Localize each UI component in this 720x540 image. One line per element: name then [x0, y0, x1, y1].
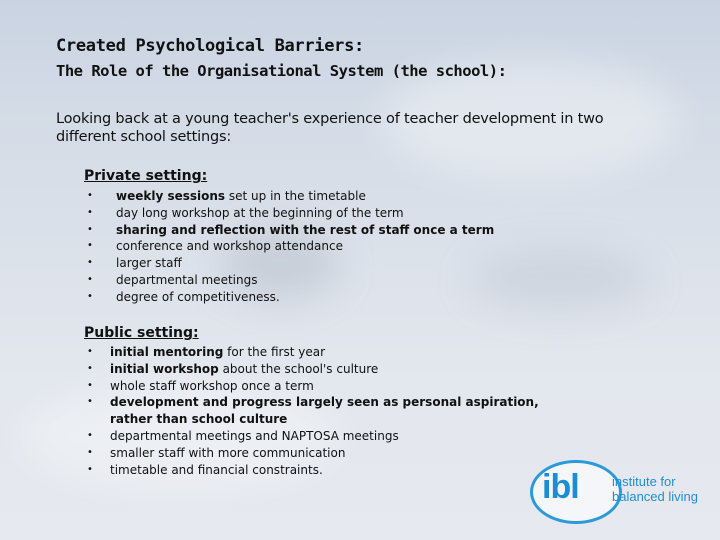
- list-item-bold: development and progress largely seen as personal aspiration, rather than school culture: [110, 395, 539, 427]
- bullet-icon: •: [87, 463, 93, 475]
- bullet-icon: •: [87, 257, 93, 269]
- list-item: [84, 205, 494, 222]
- logo-line-1: institute for: [612, 474, 676, 489]
- list-item-text: set up in the timetable: [225, 189, 366, 203]
- logo-mark: ibl: [542, 468, 579, 506]
- bullet-icon: •: [87, 190, 93, 201]
- list-item-text: smaller staff with more communication: [110, 445, 346, 460]
- logo-text: [612, 474, 698, 504]
- list-item-text: timetable and financial constraints.: [110, 462, 323, 477]
- bullet-icon: •: [87, 429, 93, 441]
- list-item-text: conference and workshop attendance: [116, 239, 343, 254]
- slide-subtitle: The Role of the Organisational System (the school):: [56, 62, 507, 80]
- bullet-icon: •: [87, 362, 93, 374]
- background-haze: [470, 250, 650, 310]
- list-item-bold: initial workshop: [110, 361, 219, 376]
- list-item-text: day long workshop at the beginning of the term: [116, 205, 404, 220]
- public-setting-heading: Public setting:: [84, 325, 199, 341]
- list-item-text: degree of competitiveness.: [116, 289, 280, 304]
- list-item: [84, 445, 554, 462]
- list-item-text: for the first year: [223, 345, 326, 359]
- bullet-icon: •: [87, 290, 93, 302]
- list-item: [84, 255, 494, 272]
- bullet-icon: •: [87, 240, 93, 252]
- list-item: [84, 272, 494, 289]
- list-item: [84, 378, 554, 395]
- list-item-text: whole staff workshop once a term: [110, 378, 314, 393]
- slide-title: Created Psychological Barriers:: [56, 36, 364, 56]
- private-setting-list: [84, 188, 494, 306]
- list-item-text: departmental meetings: [116, 272, 258, 287]
- bullet-icon: •: [87, 346, 93, 357]
- list-item-bold: initial mentoring: [110, 345, 224, 359]
- logo-line-2: balanced living: [612, 489, 699, 504]
- private-setting-heading: Private setting:: [84, 168, 208, 184]
- ibl-logo: [530, 458, 710, 528]
- intro-paragraph: Looking back at a young teacher's experience of teacher development in two different school settings:: [56, 111, 604, 145]
- bullet-icon: •: [87, 206, 93, 218]
- list-item: [84, 188, 494, 205]
- list-item: [84, 289, 494, 306]
- list-item: [84, 394, 554, 428]
- list-item: [84, 428, 554, 445]
- list-item-text: departmental meetings and NAPTOSA meetings: [110, 428, 399, 443]
- list-item: [84, 238, 494, 255]
- bullet-icon: •: [87, 223, 93, 235]
- list-item-text: larger staff: [116, 256, 182, 271]
- list-item: [84, 462, 554, 479]
- public-setting-list: [84, 344, 554, 478]
- list-item-bold: weekly sessions: [116, 189, 226, 203]
- list-item-bold: sharing and reflection with the rest of staff once a term: [116, 222, 495, 237]
- bullet-icon: •: [87, 396, 93, 408]
- bullet-icon: •: [87, 273, 93, 285]
- list-item: [84, 361, 554, 378]
- bullet-icon: •: [87, 379, 93, 391]
- bullet-icon: •: [87, 446, 93, 458]
- list-item: [84, 344, 554, 361]
- list-item-text: about the school's culture: [218, 361, 379, 376]
- list-item: [84, 222, 494, 239]
